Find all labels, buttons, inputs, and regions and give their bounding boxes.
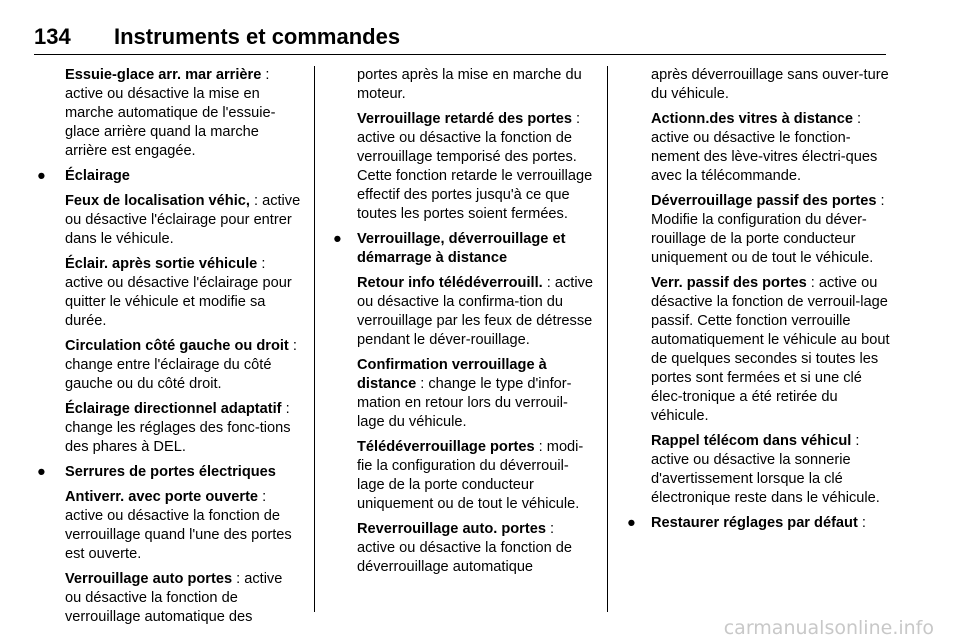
entry-term: Reverrouillage auto. portes [357, 521, 546, 537]
entry-term: Essuie-glace arr. mar arrière [65, 67, 262, 83]
section-title: Serrures de portes électriques [65, 464, 276, 480]
entry-exit-lighting [34, 255, 302, 331]
column-3 [624, 66, 892, 539]
entry-text: : active ou désactive la fonction de verrouil-lage passif. Cette fonction verrouille automatiquement le véhicule au bout de quelques secondes si toutes les portes sont fermées et si une clé élec-tronique a été retirée du véhicule. [651, 275, 890, 424]
entry-text: portes après la mise en marche du moteur. [357, 67, 582, 102]
entry-text: : modi-fie la configuration du déverrouil-lage de la porte conducteur uniquement ou de tout le véhicule. [357, 439, 584, 512]
page-header [34, 24, 886, 55]
entry-adaptive-lighting [34, 400, 302, 457]
section-title: Restaurer réglages par défaut [651, 515, 858, 531]
entry-term: Confirmation verrouillage à distance [357, 357, 547, 392]
entry-term: Feux de localisation véhic, [65, 193, 250, 209]
entry-term: Éclairage directionnel adaptatif [65, 401, 282, 417]
entry-continued [330, 66, 594, 104]
entry-term: Déverrouillage passif des portes [651, 193, 877, 209]
entry-auto-relock [330, 520, 594, 577]
entry-text: : active ou désactive l'éclairage pour entrer dans le véhicule. [65, 193, 301, 247]
entry-remote-unlock [330, 438, 594, 514]
entry-locator-lights [34, 192, 302, 249]
entry-passive-unlock [624, 192, 892, 268]
entry-text: : active ou désactive la fonction de verrouillage temporisé des portes. Cette fonction retarde le verrouillage effectif des portes jusqu'à ce que toutes les portes soient fermées. [357, 111, 593, 222]
entry-text: : active ou désactive la fonction de verrouillage quand l'une des portes est ouverte. [65, 489, 292, 562]
column-1 [34, 66, 302, 633]
entry-term: Retour info télédéverrouill. [357, 275, 543, 291]
section-power-locks [34, 463, 302, 482]
entry-continued [624, 66, 892, 104]
column-2 [330, 66, 594, 583]
bullet-icon: ● [37, 168, 46, 184]
entry-text: : active ou désactive la confirma-tion du verrouillage par les feux de détresse pendant le déver-rouillage. [357, 275, 593, 348]
entry-text: : active ou désactive le fonction-nement des lève-vitres électri-ques avec la télécommande. [651, 111, 878, 184]
column-divider-2 [607, 66, 608, 612]
entry-text: : active ou désactive la sonnerie d'avertissement lorsque la clé électronique reste dans le véhicule. [651, 433, 880, 506]
entry-remote-reminder [624, 432, 892, 508]
entry-passive-lock [624, 274, 892, 426]
entry-traffic-side [34, 337, 302, 394]
entry-unlock-feedback [330, 274, 594, 350]
entry-auto-door-lock [34, 570, 302, 627]
column-divider-1 [314, 66, 315, 612]
entry-term: Antiverr. avec porte ouverte [65, 489, 259, 505]
entry-text: : active ou désactive la fonction de verrouillage automatique des [65, 571, 283, 625]
entry-term: Circulation côté gauche ou droit [65, 338, 289, 354]
bullet-icon: ● [333, 231, 342, 247]
entry-text: : Modifie la configuration du déver-rouillage de la porte conducteur uniquement ou de tout le véhicule. [651, 193, 885, 266]
watermark: carmanualsonline.info [723, 617, 934, 639]
entry-text: : active ou désactive la fonction de déverrouillage automatique [357, 521, 572, 575]
entry-lock-confirmation [330, 356, 594, 432]
page-number: 134 [34, 24, 71, 49]
bullet-icon: ● [37, 464, 46, 480]
entry-text: : change entre l'éclairage du côté gauche ou du côté droit. [65, 338, 297, 392]
entry-text: après déverrouillage sans ouver-ture du véhicule. [651, 67, 889, 102]
section-title: Verrouillage, déverrouillage et démarrage à distance [357, 231, 566, 266]
section-lighting [34, 167, 302, 186]
entry-delayed-lock [330, 110, 594, 224]
entry-text: : active ou désactive l'éclairage pour quitter le véhicule et modifie sa durée. [65, 256, 292, 329]
section-remote [330, 230, 594, 268]
entry-term: Rappel télécom dans véhicul [651, 433, 852, 449]
entry-rear-wiper [34, 66, 302, 161]
section-suffix: : [857, 515, 866, 531]
section-title: Éclairage [65, 168, 130, 184]
entry-text: : change les réglages des fonc-tions des phares à DEL. [65, 401, 291, 455]
entry-open-door-antilock [34, 488, 302, 564]
entry-term: Verr. passif des portes [651, 275, 807, 291]
section-restore-defaults [624, 514, 892, 533]
entry-term: Verrouillage auto portes [65, 571, 233, 587]
entry-remote-windows [624, 110, 892, 186]
entry-text: : active ou désactive la mise en marche automatique de l'essuie-glace arrière quand la marche arrière est engagée. [65, 67, 276, 159]
bullet-icon: ● [627, 515, 636, 531]
entry-text: : change le type d'infor-mation en retour lors du verrouil-lage du véhicule. [357, 376, 572, 430]
entry-term: Verrouillage retardé des portes [357, 111, 572, 127]
chapter-title: Instruments et commandes [114, 24, 401, 49]
entry-term: Éclair. après sortie véhicule [65, 256, 258, 272]
entry-term: Actionn.des vitres à distance [651, 111, 853, 127]
entry-term: Télédéverrouillage portes [357, 439, 535, 455]
